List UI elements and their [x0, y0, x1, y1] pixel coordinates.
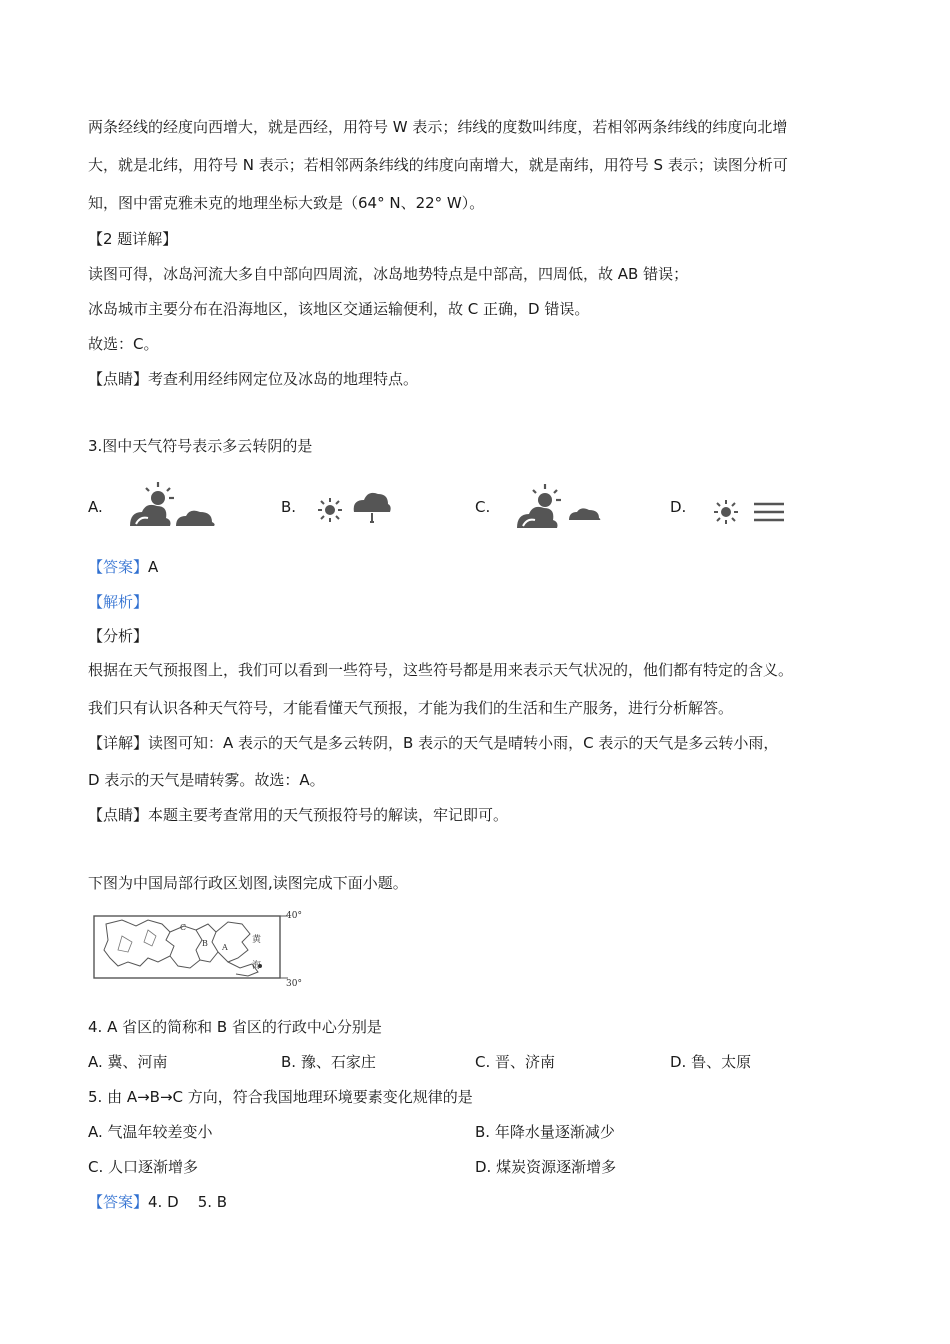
question-stem: 3.图中天气符号表示多云转阴的是: [88, 437, 313, 455]
q5-option-d: D. 煤炭资源逐渐增多: [475, 1158, 617, 1176]
region-a-label: A: [222, 943, 228, 952]
paragraph-line: 两条经线的经度向西增大，就是西经，用符号 W 表示；纬线的度数叫纬度，若相邻两条纬线的纬度向北增: [88, 118, 788, 136]
region-b-label: B: [202, 939, 208, 948]
paragraph-line: 我们只有认识各种天气符号，才能看懂天气预报，才能为我们的生活和生产服务，进行分析解答。: [88, 699, 734, 717]
q4-option-b: B. 豫、石家庄: [281, 1053, 376, 1071]
q4-option-d: D. 鲁、太原: [670, 1053, 752, 1071]
option-label-c: C.: [475, 498, 491, 516]
answer-line: [88, 1192, 227, 1212]
paragraph-line: D 表示的天气是晴转雾。故选：A。: [88, 771, 325, 789]
section-heading: 【分析】: [88, 627, 149, 645]
yellow-sea-label-1: 黄: [252, 935, 262, 945]
q4-option-c: C. 晋、济南: [475, 1053, 556, 1071]
answer-tag: 【答案】: [88, 558, 149, 576]
q4-option-a: A. 冀、河南: [88, 1053, 168, 1071]
paragraph-line: 大，就是北纬，用符号 N 表示；若相邻两条纬线的纬度向南增大，就是南纬，用符号 S 表示；读图分析可: [88, 156, 788, 174]
option-label-a: A.: [88, 498, 103, 516]
yellow-sea-label-2: 海: [252, 961, 262, 971]
dianjing-note: 【点睛】本题主要考查常用的天气预报符号的解读，牢记即可。: [88, 806, 509, 824]
q5-option-a: A. 气温年较差变小: [88, 1123, 213, 1141]
question-stem: 4. A 省区的简称和 B 省区的行政中心分别是: [88, 1018, 382, 1036]
q5-option-c: C. 人口逐渐增多: [88, 1158, 199, 1176]
paragraph-line: 读图可得，冰岛河流大多自中部向四周流，冰岛地势特点是中部高，四周低，故 AB 错误；: [88, 265, 689, 283]
q5-option-b: B. 年降水量逐渐减少: [475, 1123, 615, 1141]
paragraph-line: 【详解】读图可知：A 表示的天气是多云转阴，B 表示的天气是晴转小雨，C 表示的天气是多云转小雨，: [88, 734, 779, 752]
group-intro: 下图为中国局部行政区划图,读图完成下面小题。: [88, 874, 408, 892]
partly-cloudy-to-cloudy-icon: [513, 482, 609, 532]
answer-value: A: [148, 558, 159, 576]
answer-line: [88, 557, 158, 577]
paragraph-line: 冰岛城市主要分布在沿海地区，该地区交通运输便利，故 C 正确，D 错误。: [88, 300, 590, 318]
sunny-to-fog-icon: [708, 492, 790, 532]
paragraph-line: 根据在天气预报图上，我们可以看到一些符号，这些符号都是用来表示天气状况的，他们都有特定的含义。: [88, 661, 794, 679]
option-label-b: B.: [281, 498, 297, 516]
lat-30-label: 30°: [286, 979, 302, 989]
sunny-to-light-rain-icon: [314, 486, 394, 536]
lat-40-label: 40°: [286, 911, 302, 921]
question-stem: 5. 由 A→B→C 方向，符合我国地理环境要素变化规律的是: [88, 1088, 473, 1106]
partly-cloudy-overcast-icon: [124, 478, 220, 534]
answer-value: 4. D 5. B: [148, 1193, 228, 1211]
section-heading: 【2 题详解】: [88, 230, 178, 248]
region-c-label: C: [180, 923, 187, 932]
option-label-d: D.: [670, 498, 687, 516]
paragraph-line: 故选：C。: [88, 335, 159, 353]
admin-region-map: [92, 906, 312, 992]
jiexi-tag: 【解析】: [88, 593, 149, 611]
paragraph-line: 知，图中雷克雅未克的地理坐标大致是（64° N、22° W）。: [88, 194, 485, 212]
dianjing-note: 【点睛】考查利用经纬网定位及冰岛的地理特点。: [88, 370, 419, 388]
answer-tag: 【答案】: [88, 1193, 149, 1211]
